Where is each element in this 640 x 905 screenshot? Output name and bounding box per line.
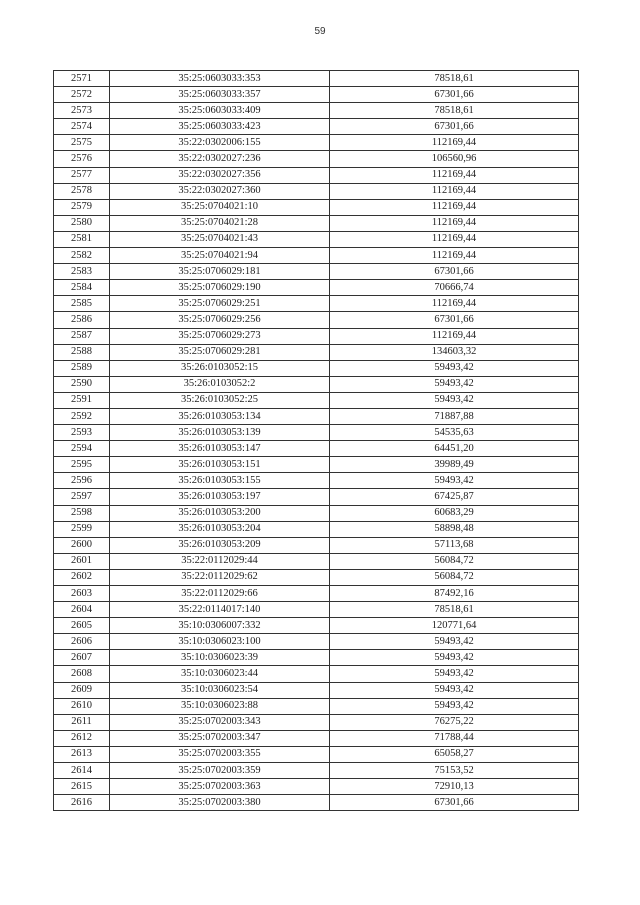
- table-row: [54, 199, 579, 215]
- table-row: [54, 441, 579, 457]
- cadastral-number-cell: 35:22:0112029:62: [110, 569, 330, 585]
- cadastral-number-cell: 35:26:0103053:134: [110, 408, 330, 424]
- row-number-cell: 2602: [54, 569, 110, 585]
- value-cell: 112169,44: [330, 135, 579, 151]
- value-cell: 76275,22: [330, 714, 579, 730]
- cadastral-number-cell: 35:25:0702003:380: [110, 795, 330, 811]
- row-number-cell: 2579: [54, 199, 110, 215]
- row-number-cell: 2609: [54, 682, 110, 698]
- value-cell: 72910,13: [330, 779, 579, 795]
- table-row: [54, 537, 579, 553]
- value-cell: 78518,61: [330, 602, 579, 618]
- cadastral-number-cell: 35:26:0103053:151: [110, 457, 330, 473]
- cadastral-number-cell: 35:22:0112029:66: [110, 586, 330, 602]
- row-number-cell: 2598: [54, 505, 110, 521]
- cadastral-number-cell: 35:10:0306007:332: [110, 618, 330, 634]
- value-cell: 57113,68: [330, 537, 579, 553]
- table-row: [54, 103, 579, 119]
- cadastral-number-cell: 35:26:0103052:15: [110, 360, 330, 376]
- cadastral-number-cell: 35:10:0306023:39: [110, 650, 330, 666]
- table-row: [54, 650, 579, 666]
- value-cell: 71887,88: [330, 408, 579, 424]
- value-cell: 87492,16: [330, 586, 579, 602]
- table-row: [54, 135, 579, 151]
- value-cell: 112169,44: [330, 199, 579, 215]
- row-number-cell: 2574: [54, 119, 110, 135]
- row-number-cell: 2583: [54, 264, 110, 280]
- value-cell: 75153,52: [330, 763, 579, 779]
- table-row: [54, 312, 579, 328]
- cadastral-number-cell: 35:22:0302006:155: [110, 135, 330, 151]
- value-cell: 112169,44: [330, 328, 579, 344]
- table-row: [54, 746, 579, 762]
- value-cell: 56084,72: [330, 553, 579, 569]
- value-cell: 112169,44: [330, 231, 579, 247]
- value-cell: 67301,66: [330, 87, 579, 103]
- row-number-cell: 2600: [54, 537, 110, 553]
- cadastral-number-cell: 35:25:0603033:357: [110, 87, 330, 103]
- row-number-cell: 2592: [54, 408, 110, 424]
- table-row: [54, 280, 579, 296]
- table-row: [54, 183, 579, 199]
- table-row: [54, 231, 579, 247]
- row-number-cell: 2588: [54, 344, 110, 360]
- table-row: [54, 360, 579, 376]
- table-row: [54, 119, 579, 135]
- cadastral-number-cell: 35:25:0704021:10: [110, 199, 330, 215]
- value-cell: 71788,44: [330, 730, 579, 746]
- cadastral-number-cell: 35:25:0706029:251: [110, 296, 330, 312]
- cadastral-number-cell: 35:10:0306023:88: [110, 698, 330, 714]
- value-cell: 60683,29: [330, 505, 579, 521]
- table-row: [54, 730, 579, 746]
- table-body: [54, 71, 579, 811]
- value-cell: 67301,66: [330, 119, 579, 135]
- table-row: [54, 408, 579, 424]
- row-number-cell: 2599: [54, 521, 110, 537]
- table-row: [54, 215, 579, 231]
- cadastral-number-cell: 35:10:0306023:54: [110, 682, 330, 698]
- row-number-cell: 2577: [54, 167, 110, 183]
- cadastral-number-cell: 35:25:0603033:353: [110, 71, 330, 87]
- row-number-cell: 2571: [54, 71, 110, 87]
- value-cell: 112169,44: [330, 248, 579, 264]
- value-cell: 59493,42: [330, 666, 579, 682]
- value-cell: 70666,74: [330, 280, 579, 296]
- cadastral-number-cell: 35:25:0702003:347: [110, 730, 330, 746]
- table-row: [54, 618, 579, 634]
- table-row: [54, 602, 579, 618]
- value-cell: 67301,66: [330, 312, 579, 328]
- cadastral-number-cell: 35:25:0702003:363: [110, 779, 330, 795]
- cadastral-number-cell: 35:26:0103053:155: [110, 473, 330, 489]
- row-number-cell: 2580: [54, 215, 110, 231]
- row-number-cell: 2593: [54, 425, 110, 441]
- cadastral-number-cell: 35:26:0103053:204: [110, 521, 330, 537]
- cadastral-number-cell: 35:22:0112029:44: [110, 553, 330, 569]
- cadastral-number-cell: 35:25:0603033:423: [110, 119, 330, 135]
- row-number-cell: 2607: [54, 650, 110, 666]
- row-number-cell: 2576: [54, 151, 110, 167]
- cadastral-number-cell: 35:22:0302027:356: [110, 167, 330, 183]
- value-cell: 78518,61: [330, 103, 579, 119]
- table-row: [54, 328, 579, 344]
- row-number-cell: 2573: [54, 103, 110, 119]
- table-row: [54, 553, 579, 569]
- value-cell: 78518,61: [330, 71, 579, 87]
- row-number-cell: 2578: [54, 183, 110, 199]
- row-number-cell: 2595: [54, 457, 110, 473]
- row-number-cell: 2572: [54, 87, 110, 103]
- row-number-cell: 2606: [54, 634, 110, 650]
- table-row: [54, 344, 579, 360]
- table-row: [54, 666, 579, 682]
- cadastral-number-cell: 35:26:0103053:200: [110, 505, 330, 521]
- cadastral-number-cell: 35:26:0103052:25: [110, 392, 330, 408]
- value-cell: 56084,72: [330, 569, 579, 585]
- cadastral-number-cell: 35:26:0103053:209: [110, 537, 330, 553]
- cadastral-number-cell: 35:25:0704021:43: [110, 231, 330, 247]
- table-row: [54, 634, 579, 650]
- value-cell: 112169,44: [330, 183, 579, 199]
- cadastral-number-cell: 35:25:0702003:343: [110, 714, 330, 730]
- table-row: [54, 473, 579, 489]
- row-number-cell: 2581: [54, 231, 110, 247]
- cadastral-number-cell: 35:25:0706029:273: [110, 328, 330, 344]
- value-cell: 59493,42: [330, 392, 579, 408]
- row-number-cell: 2596: [54, 473, 110, 489]
- value-cell: 59493,42: [330, 682, 579, 698]
- row-number-cell: 2575: [54, 135, 110, 151]
- row-number-cell: 2604: [54, 602, 110, 618]
- value-cell: 112169,44: [330, 215, 579, 231]
- table-row: [54, 505, 579, 521]
- table-row: [54, 795, 579, 811]
- row-number-cell: 2587: [54, 328, 110, 344]
- table-row: [54, 569, 579, 585]
- cadastral-number-cell: 35:26:0103053:139: [110, 425, 330, 441]
- table-row: [54, 489, 579, 505]
- row-number-cell: 2612: [54, 730, 110, 746]
- table-row: [54, 151, 579, 167]
- table-row: [54, 682, 579, 698]
- row-number-cell: 2590: [54, 376, 110, 392]
- row-number-cell: 2589: [54, 360, 110, 376]
- cadastral-number-cell: 35:26:0103053:147: [110, 441, 330, 457]
- value-cell: 54535,63: [330, 425, 579, 441]
- cadastral-number-cell: 35:25:0706029:190: [110, 280, 330, 296]
- cadastral-number-cell: 35:22:0302027:236: [110, 151, 330, 167]
- cadastral-number-cell: 35:22:0302027:360: [110, 183, 330, 199]
- cadastral-number-cell: 35:25:0706029:281: [110, 344, 330, 360]
- row-number-cell: 2605: [54, 618, 110, 634]
- table-row: [54, 714, 579, 730]
- table-row: [54, 698, 579, 714]
- cadastral-number-cell: 35:10:0306023:100: [110, 634, 330, 650]
- value-cell: 120771,64: [330, 618, 579, 634]
- table-row: [54, 392, 579, 408]
- value-cell: 67425,87: [330, 489, 579, 505]
- row-number-cell: 2614: [54, 763, 110, 779]
- cadastral-number-cell: 35:26:0103053:197: [110, 489, 330, 505]
- table-row: [54, 457, 579, 473]
- value-cell: 59493,42: [330, 360, 579, 376]
- row-number-cell: 2585: [54, 296, 110, 312]
- table-row: [54, 763, 579, 779]
- value-cell: 59493,42: [330, 634, 579, 650]
- table-row: [54, 87, 579, 103]
- table-row: [54, 779, 579, 795]
- table-row: [54, 376, 579, 392]
- value-cell: 65058,27: [330, 746, 579, 762]
- row-number-cell: 2591: [54, 392, 110, 408]
- value-cell: 134603,32: [330, 344, 579, 360]
- value-cell: 106560,96: [330, 151, 579, 167]
- table-row: [54, 521, 579, 537]
- table-row: [54, 586, 579, 602]
- row-number-cell: 2582: [54, 248, 110, 264]
- row-number-cell: 2615: [54, 779, 110, 795]
- row-number-cell: 2613: [54, 746, 110, 762]
- row-number-cell: 2586: [54, 312, 110, 328]
- cadastral-number-cell: 35:25:0706029:181: [110, 264, 330, 280]
- row-number-cell: 2594: [54, 441, 110, 457]
- value-cell: 112169,44: [330, 167, 579, 183]
- table-row: [54, 167, 579, 183]
- page-number: 59: [314, 26, 326, 37]
- row-number-cell: 2610: [54, 698, 110, 714]
- cadastral-number-cell: 35:25:0704021:28: [110, 215, 330, 231]
- value-cell: 58898,48: [330, 521, 579, 537]
- value-cell: 59493,42: [330, 650, 579, 666]
- cadastral-number-cell: 35:25:0706029:256: [110, 312, 330, 328]
- value-cell: 59493,42: [330, 698, 579, 714]
- value-cell: 59493,42: [330, 376, 579, 392]
- row-number-cell: 2597: [54, 489, 110, 505]
- table-row: [54, 296, 579, 312]
- value-cell: 67301,66: [330, 795, 579, 811]
- table-row: [54, 248, 579, 264]
- row-number-cell: 2616: [54, 795, 110, 811]
- cadastral-number-cell: 35:10:0306023:44: [110, 666, 330, 682]
- value-cell: 112169,44: [330, 296, 579, 312]
- cadastral-value-table: [53, 70, 579, 811]
- value-cell: 59493,42: [330, 473, 579, 489]
- cadastral-number-cell: 35:25:0702003:355: [110, 746, 330, 762]
- cadastral-number-cell: 35:25:0603033:409: [110, 103, 330, 119]
- table-row: [54, 264, 579, 280]
- row-number-cell: 2611: [54, 714, 110, 730]
- cadastral-number-cell: 35:25:0704021:94: [110, 248, 330, 264]
- cadastral-number-cell: 35:26:0103052:2: [110, 376, 330, 392]
- value-cell: 67301,66: [330, 264, 579, 280]
- cadastral-number-cell: 35:22:0114017:140: [110, 602, 330, 618]
- value-cell: 64451,20: [330, 441, 579, 457]
- row-number-cell: 2584: [54, 280, 110, 296]
- table-row: [54, 71, 579, 87]
- value-cell: 39989,49: [330, 457, 579, 473]
- table-row: [54, 425, 579, 441]
- cadastral-number-cell: 35:25:0702003:359: [110, 763, 330, 779]
- row-number-cell: 2601: [54, 553, 110, 569]
- row-number-cell: 2603: [54, 586, 110, 602]
- row-number-cell: 2608: [54, 666, 110, 682]
